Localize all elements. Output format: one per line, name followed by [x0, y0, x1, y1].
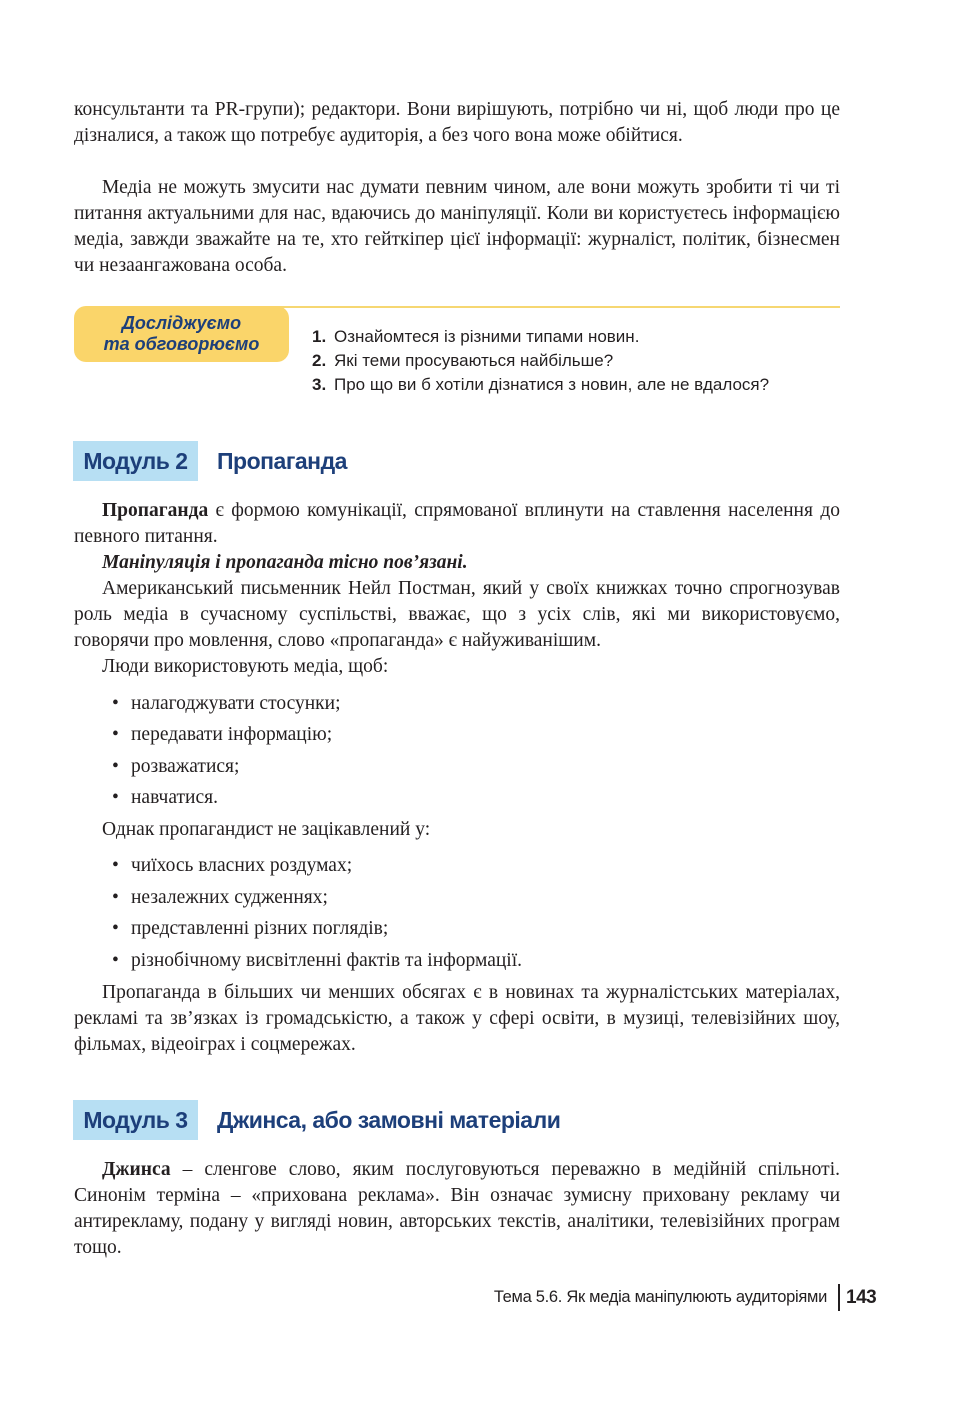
- module-3-title: Джинса, або замовні матеріали: [217, 1107, 561, 1133]
- propaganda-definition-text: є формою комунікації, спрямованої вплинути на ставлення населення до певного питання.: [74, 500, 840, 547]
- module-2-title: Пропаганда: [217, 448, 347, 474]
- bullet-icon: •: [112, 787, 119, 808]
- uses-intro: Люди використовують медіа, щоб:: [102, 656, 389, 677]
- dzhynsa-definition: [74, 1157, 840, 1261]
- explore-badge-line-2: та обговорюємо: [103, 334, 260, 354]
- explore-question: [312, 325, 769, 349]
- uses-list-item: • налагоджувати стосунки;: [112, 691, 341, 717]
- module-2-tag: Модуль 2: [73, 441, 198, 481]
- propaganda-definition: [74, 498, 840, 550]
- propaganda-term: Пропаганда: [102, 500, 209, 521]
- manipulation-emphasis-text: Маніпуляція і пропаганда тісно пов’язані.: [102, 552, 468, 573]
- not-interested-list-item: • чиїхось власних роздумах;: [112, 853, 352, 879]
- dzhynsa-definition-text: – сленгове слово, яким послуговуються переважно в медійній спільноті. Синонім терміна – «прихована реклама». Він означає зумисну приховану рекламу чи антирекламу, подану у вигляді новин, авторських текстів, аналітики, телевізійних програм тощо.: [74, 1159, 840, 1258]
- uses-list-item: • навчатися.: [112, 785, 218, 811]
- question-number: 1.: [312, 327, 327, 346]
- explore-question: [312, 349, 769, 373]
- footer-separator: [838, 1284, 840, 1311]
- intro-paragraph-1: консультанти та PR-групи); редактори. Вони вирішують, потрібно чи ні, щоб люди про це дізналися, а також що потребує аудиторія, а без чого вона може обійтися.: [74, 99, 840, 146]
- not-interested-list-item: • незалежних судженнях;: [112, 885, 328, 911]
- uses-list-item: • розважатися;: [112, 754, 239, 780]
- explore-badge-line-1: Досліджуємо: [121, 313, 242, 333]
- explore-divider: [268, 306, 840, 308]
- question-text: Ознайомтеся із різними типами новин.: [334, 327, 640, 346]
- bullet-icon: •: [112, 756, 119, 777]
- explore-badge: [74, 306, 289, 362]
- dzhynsa-term: Джинса: [102, 1159, 171, 1180]
- page-number: 143: [846, 1287, 877, 1308]
- intro-paragraph-2: Медіа не можуть змусити нас думати певним чином, але вони можуть зробити ті чи ті питання актуальними для нас, вдаючись до маніпуляції. Коли ви користуєтесь інформацією медіа, завжди зважайте на те, хто гейткіпер цієї інформації: журналіст, політик, бізнесмен чи незаангажована особа.: [74, 177, 840, 276]
- bullet-icon: •: [112, 950, 119, 971]
- bullet-icon: •: [112, 855, 119, 876]
- uses-list-item: • передавати інформацію;: [112, 722, 332, 748]
- manipulation-emphasis: [102, 550, 468, 576]
- postman-paragraph: Американський письменник Нейл Постман, який у своїх книжках точно спрогнозував роль медіа в сучасному суспільстві, вважає, що з усіх слів, які ми використовуємо, говорячи про мовлення, слово «пропаганда» є найуживанішим.: [74, 578, 840, 651]
- not-interested-list-item: • різнобічному висвітленні фактів та інформації.: [112, 948, 522, 974]
- explore-question-list: [312, 325, 769, 397]
- bullet-icon: •: [112, 693, 119, 714]
- propaganda-closing-paragraph: Пропаганда в більших чи менших обсягах є в новинах та журналістських матеріалах, рекламі та зв’язках із громадськістю, а також у сфері освіти, в музиці, телевізійних шоу, фільмах, відеоіграх і соцмережах.: [74, 982, 840, 1055]
- module-3-tag: Модуль 3: [73, 1100, 198, 1140]
- not-interested-list-item: • представленні різних поглядів;: [112, 916, 388, 942]
- bullet-icon: •: [112, 887, 119, 908]
- question-text: Які теми просуваються найбільше?: [334, 351, 614, 370]
- bullet-icon: •: [112, 918, 119, 939]
- bullet-icon: •: [112, 724, 119, 745]
- question-number: 3.: [312, 375, 327, 394]
- explore-question: [312, 373, 769, 397]
- footer-topic: Тема 5.6. Як медіа маніпулюють аудиторіями: [493, 1288, 827, 1306]
- question-text: Про що ви б хотіли дізнатися з новин, але не вдалося?: [334, 375, 770, 394]
- not-interested-intro: Однак пропагандист не зацікавлений у:: [102, 819, 431, 840]
- question-number: 2.: [312, 351, 327, 370]
